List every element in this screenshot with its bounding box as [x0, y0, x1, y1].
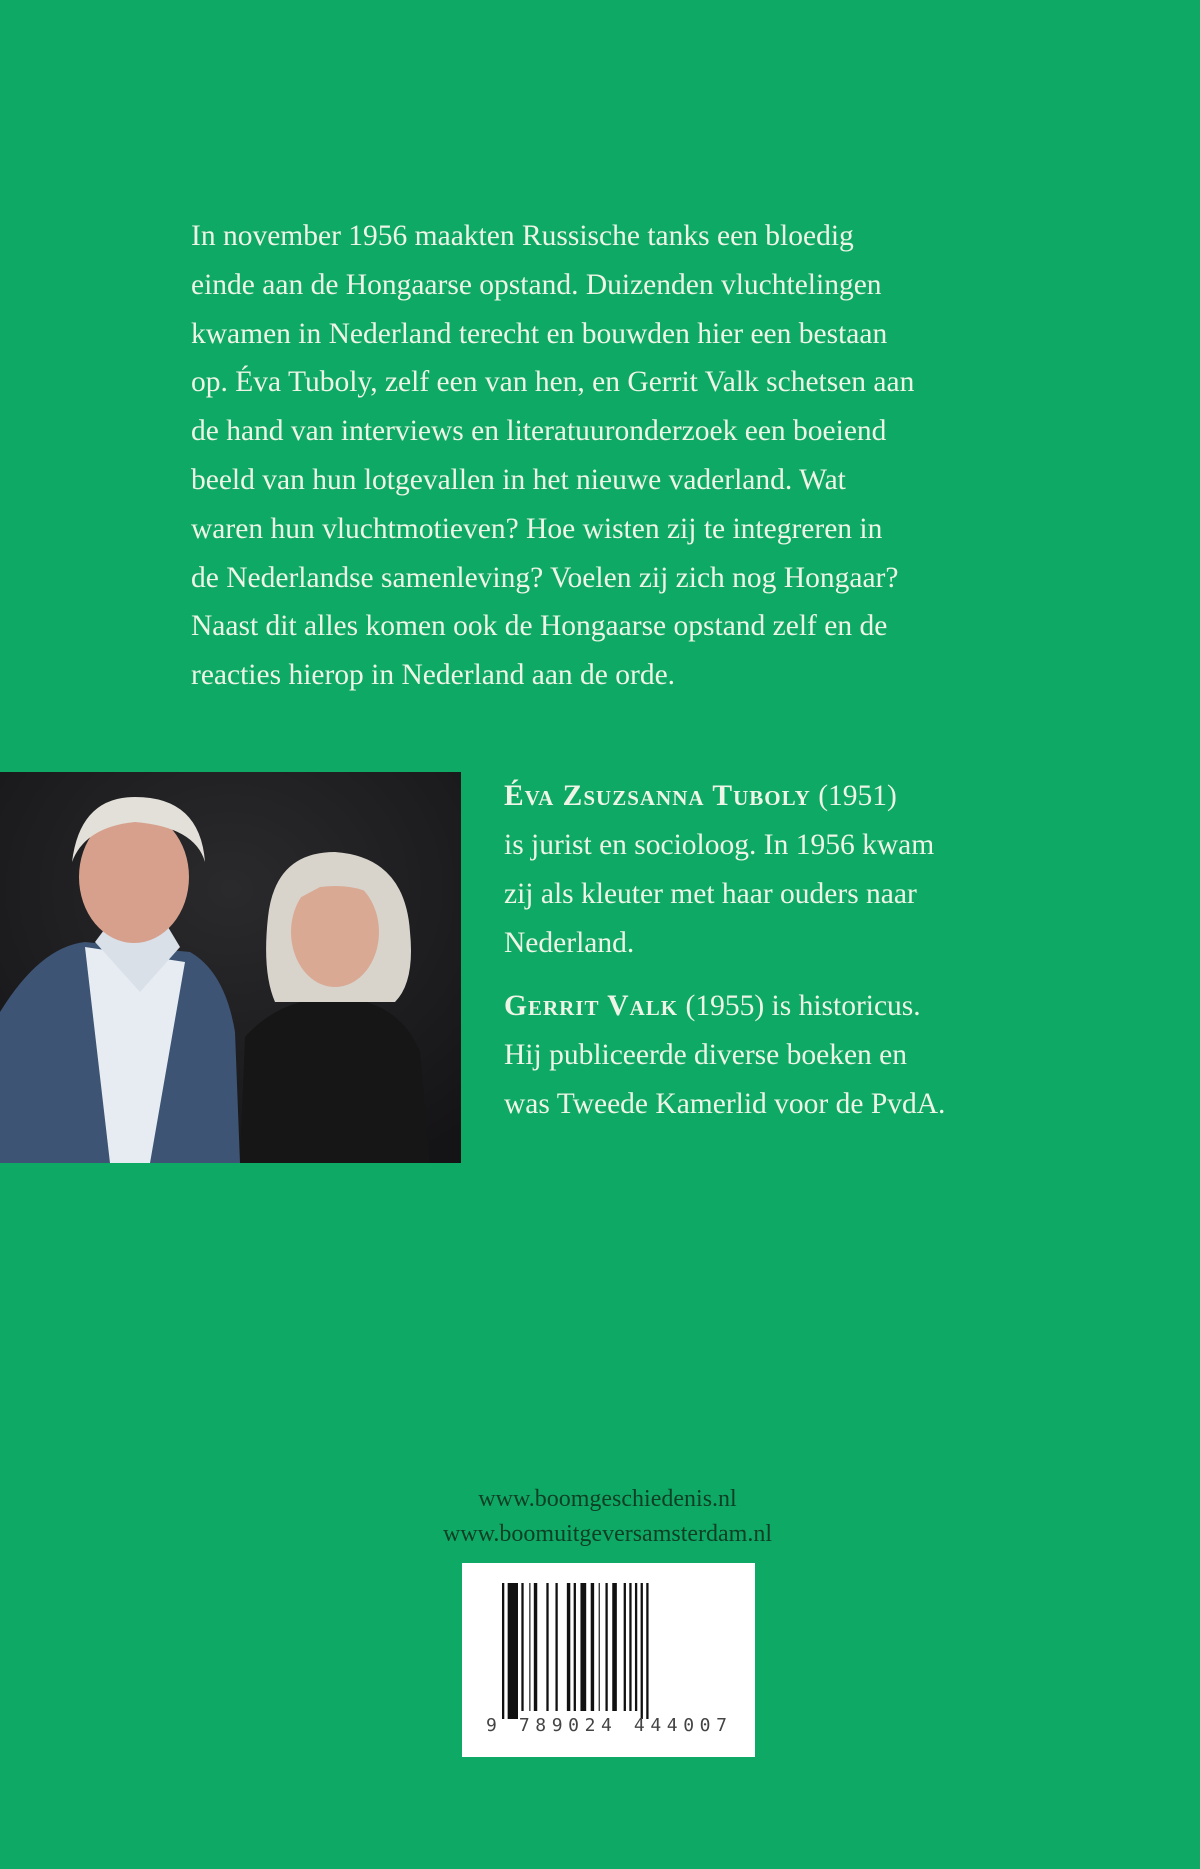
barcode-bar [508, 1583, 518, 1719]
barcode-bar [599, 1583, 600, 1711]
blurb-line: beeld van hun lotgevallen in het nieuwe vaderland. Wat [191, 463, 846, 496]
barcode-bar [580, 1583, 586, 1711]
barcode-bar [629, 1583, 631, 1711]
author-bios [504, 772, 1064, 1143]
blurb-line: waren hun vluchtmotieven? Hoe wisten zij te integreren in [191, 512, 883, 545]
blurb-line: reacties hierop in Nederland aan de orde. [191, 659, 676, 692]
author-bio-tuboly [504, 772, 1064, 968]
barcode-bar [591, 1583, 594, 1711]
blurb-line: op. Éva Tuboly, zelf een van hen, en Gerrit Valk schetsen aan [191, 366, 915, 399]
author-name: Gerrit Valk [504, 990, 679, 1022]
blurb-line: einde aan de Hongaarse opstand. Duizenden vluchtelingen [191, 268, 882, 301]
author-bio-valk [504, 982, 1064, 1129]
bio-line: was Tweede Kamerlid voor de PvdA. [504, 1088, 946, 1120]
barcode-bar [546, 1583, 548, 1711]
barcode-bar [534, 1583, 537, 1711]
blurb-line: kwamen in Nederland terecht en bouwden hier een bestaan [191, 317, 888, 350]
author-years: (1955) is historicus. [678, 990, 921, 1022]
barcode-bar [567, 1583, 570, 1711]
blurb-line: In november 1956 maakten Russische tanks een bloedig [191, 220, 854, 252]
barcode-bar [635, 1583, 637, 1711]
url-boomuitgevers[interactable]: www.boomuitgeversamsterdam.nl [442, 1521, 773, 1547]
barcode-bar [612, 1583, 617, 1711]
isbn-digits: 9 789024 444007 [486, 1715, 733, 1736]
bio-line: Nederland. [504, 927, 635, 959]
blurb-line: Naast dit alles komen ook de Hongaarse opstand zelf en de [191, 610, 888, 643]
barcode-bar [502, 1583, 504, 1719]
url-boomgeschiedenis[interactable]: www.boomgeschiedenis.nl [478, 1486, 737, 1512]
barcode-bar [574, 1583, 576, 1711]
author-years: (1951) [810, 780, 897, 812]
barcode-bar [605, 1583, 607, 1711]
barcode-bar [641, 1583, 643, 1719]
blurb-line: de Nederlandse samenleving? Voelen zij zich nog Hongaar? [191, 561, 899, 594]
barcode-bar [529, 1583, 530, 1711]
barcode-bar [521, 1583, 523, 1711]
barcode-bar [624, 1583, 626, 1711]
author-name: Éva Zsuzsanna Tuboly [504, 780, 811, 812]
blurb-line: de hand van interviews en literatuuronderzoek een boeiend [191, 415, 887, 448]
publisher-urls [0, 1482, 1200, 1552]
bio-line: Hij publiceerde diverse boeken en [504, 1039, 908, 1071]
author-photo [0, 772, 461, 1163]
bio-line: zij als kleuter met haar ouders naar [504, 878, 917, 910]
barcode-bar [555, 1583, 557, 1711]
isbn-barcode [462, 1563, 755, 1757]
back-cover-blurb [191, 212, 1051, 700]
bio-line: is jurist en socioloog. In 1956 kwam [504, 829, 935, 861]
barcode-bar [646, 1583, 648, 1719]
